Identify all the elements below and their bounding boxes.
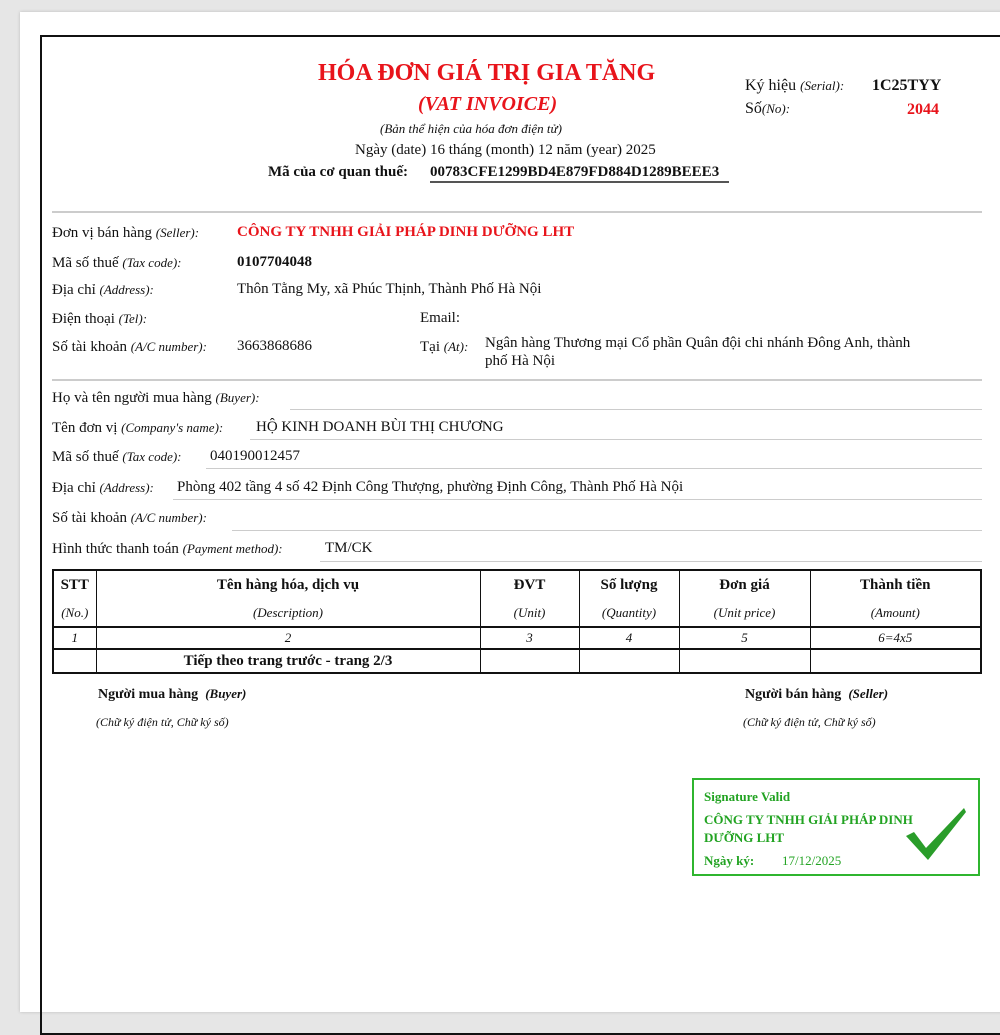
fill-line xyxy=(232,530,982,531)
checkmark-icon xyxy=(904,806,968,862)
col-header-en: (Unit) xyxy=(480,600,579,627)
seller-signature-title: Người bán hàng (Seller) xyxy=(745,686,889,702)
seller-tax-label: Mã số thuế (Tax code): xyxy=(52,255,182,271)
col-header: Số lượng xyxy=(579,570,679,600)
buyer-tax-label: Mã số thuế (Tax code): xyxy=(52,449,182,465)
invoice-subtitle: (VAT INVOICE) xyxy=(418,93,558,115)
signature-company: CÔNG TY TNHH GIẢI PHÁP DINH DƯỠNG LHT xyxy=(704,812,913,845)
payment-method: TM/CK xyxy=(325,540,373,556)
fill-line xyxy=(173,499,982,500)
buyer-signature-title: Người mua hàng (Buyer) xyxy=(98,686,247,702)
col-header-en: (Amount) xyxy=(810,600,981,627)
fill-line xyxy=(206,468,982,469)
cell xyxy=(810,649,981,673)
signature-date: 17/12/2025 xyxy=(782,853,842,868)
invoice-date: Ngày (date) 16 tháng (month) 12 năm (year) 2025 xyxy=(355,142,656,158)
continuation-text: Tiếp theo trang trước - trang 2/3 xyxy=(96,649,480,673)
buyer-account-label: Số tài khoản (A/C number): xyxy=(52,510,207,526)
no-label: Số xyxy=(745,100,762,117)
table-header-row xyxy=(53,570,981,600)
buyer-name-label: Họ và tên người mua hàng (Buyer): xyxy=(52,390,260,406)
table-header-en-row xyxy=(53,600,981,627)
seller-name-label: Đơn vị bán hàng (Seller): xyxy=(52,225,200,241)
serial-value: 1C25TYY xyxy=(872,77,942,94)
digital-signature-stamp xyxy=(692,778,980,876)
items-table xyxy=(52,569,982,674)
tax-authority-code: 00783CFE1299BD4E879FD884D1289BEEE3 xyxy=(430,164,729,183)
col-header-en: (No.) xyxy=(53,600,96,627)
buyer-address-label: Địa chỉ (Address): xyxy=(52,480,154,496)
col-header: ĐVT xyxy=(480,570,579,600)
seller-tax-code: 0107704048 xyxy=(237,254,312,270)
buyer-signature-note: (Chữ ký điện tử, Chữ ký số) xyxy=(96,715,229,729)
fill-line xyxy=(320,561,982,562)
index-cell: 3 xyxy=(480,627,579,649)
col-header-en: (Description) xyxy=(96,600,480,627)
col-header: Thành tiền xyxy=(810,570,981,600)
seller-signature-note: (Chữ ký điện tử, Chữ ký số) xyxy=(743,715,876,729)
tax-authority-code-label: Mã của cơ quan thuế: xyxy=(268,164,408,180)
index-cell: 2 xyxy=(96,627,480,649)
seller-bank: Ngân hàng Thương mại Cổ phần Quân đội chi nhánh Đông Anh, thành phố Hà Nội xyxy=(485,335,911,369)
seller-tel-label: Điện thoại (Tel): xyxy=(52,311,148,327)
table-index-row xyxy=(53,627,981,649)
seller-email-label: Email: xyxy=(420,310,460,326)
buyer-company-label: Tên đơn vị (Company's name): xyxy=(52,420,224,436)
col-header-en: (Quantity) xyxy=(579,600,679,627)
signature-date-label: Ngày ký: xyxy=(704,853,755,868)
fill-line xyxy=(250,439,982,440)
no-row xyxy=(745,100,790,118)
seller-address-label: Địa chỉ (Address): xyxy=(52,282,154,298)
col-header: Đơn giá xyxy=(679,570,810,600)
payment-label: Hình thức thanh toán (Payment method): xyxy=(52,541,283,557)
divider xyxy=(52,379,982,381)
serial-label-en: (Serial): xyxy=(800,78,845,93)
col-header: STT xyxy=(53,570,96,600)
cell xyxy=(679,649,810,673)
cell xyxy=(53,649,96,673)
invoice-frame xyxy=(40,35,1000,1035)
index-cell: 1 xyxy=(53,627,96,649)
serial-label: Ký hiệu xyxy=(745,77,797,94)
fill-line xyxy=(290,409,982,410)
seller-name: CÔNG TY TNHH GIẢI PHÁP DINH DƯỠNG LHT xyxy=(237,224,575,240)
index-cell: 4 xyxy=(579,627,679,649)
index-cell: 5 xyxy=(679,627,810,649)
buyer-company: HỘ KINH DOANH BÙI THỊ CHƯƠNG xyxy=(256,419,504,435)
invoice-title: HÓA ĐƠN GIÁ TRỊ GIA TĂNG xyxy=(318,60,656,86)
table-row xyxy=(53,649,981,673)
seller-address: Thôn Tằng My, xã Phúc Thịnh, Thành Phố Hà Nội xyxy=(237,281,542,297)
cell xyxy=(579,649,679,673)
serial-row xyxy=(745,77,844,95)
seller-bank-label: Tại (At): xyxy=(420,339,469,355)
seller-account-label: Số tài khoản (A/C number): xyxy=(52,339,207,355)
buyer-tax-code: 040190012457 xyxy=(210,448,300,464)
divider xyxy=(52,211,982,213)
seller-account: 3663868686 xyxy=(237,338,312,354)
col-header: Tên hàng hóa, dịch vụ xyxy=(96,570,480,600)
no-label-en: (No): xyxy=(761,101,791,116)
buyer-address: Phòng 402 tầng 4 số 42 Định Công Thượng, phường Định Công, Thành Phố Hà Nội xyxy=(177,479,684,495)
invoice-note: (Bản thể hiện của hóa đơn điện tử) xyxy=(380,121,562,136)
cell xyxy=(480,649,579,673)
col-header-en: (Unit price) xyxy=(679,600,810,627)
index-cell: 6=4x5 xyxy=(810,627,981,649)
signature-status: Signature Valid xyxy=(704,789,791,804)
invoice-number: 2044 xyxy=(907,101,939,118)
